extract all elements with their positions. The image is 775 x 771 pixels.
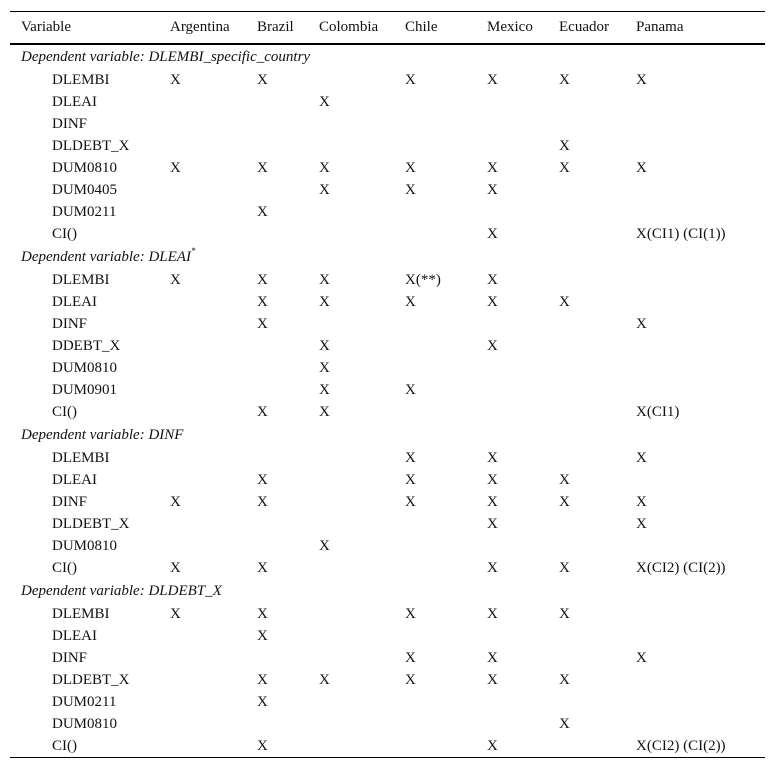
table-row — [10, 223, 765, 245]
column-header-chile: Chile — [405, 19, 438, 35]
table-cell-mexico: X — [487, 516, 498, 532]
row-variable-label: DLDEBT_X — [52, 672, 130, 688]
table-cell-argentina: X — [170, 560, 181, 576]
row-variable-label: DLEAI — [52, 294, 97, 310]
table-cell-brazil: X — [257, 316, 268, 332]
row-variable-label: DUM0211 — [52, 694, 117, 710]
table-cell-panama: X(CI2) (CI(2)) — [636, 560, 726, 576]
table-cell-brazil: X — [257, 472, 268, 488]
table-row — [10, 269, 765, 291]
table-row — [10, 357, 765, 379]
section-title: Dependent variable: DINF — [21, 427, 184, 443]
row-variable-label: DDEBT_X — [52, 338, 121, 354]
section-heading-row — [10, 245, 765, 269]
table-row — [10, 179, 765, 201]
table-cell-colombia: X — [319, 272, 330, 288]
row-variable-label: DLDEBT_X — [52, 516, 130, 532]
table-row — [10, 157, 765, 179]
table-cell-brazil: X — [257, 606, 268, 622]
column-header-variable: Variable — [21, 19, 71, 35]
column-header-brazil: Brazil — [257, 19, 294, 35]
table-cell-ecuador: X — [559, 606, 570, 622]
table-row — [10, 113, 765, 135]
row-variable-label: DLEAI — [52, 94, 97, 110]
table-cell-colombia: X — [319, 360, 330, 376]
section-heading-row — [10, 579, 765, 603]
column-header-mexico: Mexico — [487, 19, 533, 35]
table-cell-chile: X — [405, 472, 416, 488]
table-cell-chile: X — [405, 72, 416, 88]
row-variable-label: DINF — [52, 494, 88, 510]
table-cell-colombia: X — [319, 182, 330, 198]
table-cell-chile: X — [405, 182, 416, 198]
table-cell-panama: X(CI1) (CI(1)) — [636, 226, 726, 242]
table-cell-colombia: X — [319, 94, 330, 110]
table-cell-mexico: X — [487, 72, 498, 88]
table-cell-colombia: X — [319, 538, 330, 554]
row-variable-label: CI() — [52, 738, 77, 754]
row-variable-label: DLEAI — [52, 628, 97, 644]
section-title: Dependent variable: DLEAI* — [21, 246, 196, 265]
table-cell-colombia: X — [319, 404, 330, 420]
table-cell-chile: X — [405, 160, 416, 176]
section-title: Dependent variable: DLDEBT_X — [21, 583, 222, 599]
table-cell-chile: X — [405, 494, 416, 510]
table-row — [10, 513, 765, 535]
table-cell-brazil: X — [257, 672, 268, 688]
table-cell-chile: X — [405, 294, 416, 310]
table-cell-brazil: X — [257, 560, 268, 576]
table-row — [10, 401, 765, 423]
table-cell-panama: X(CI2) (CI(2)) — [636, 738, 726, 754]
table-cell-mexico: X — [487, 272, 498, 288]
column-header-ecuador: Ecuador — [559, 19, 609, 35]
column-header-argentina: Argentina — [170, 19, 230, 35]
table-cell-mexico: X — [487, 226, 498, 242]
row-variable-label: DUM0211 — [52, 204, 117, 220]
table-cell-chile: X — [405, 672, 416, 688]
row-variable-label: DLDEBT_X — [52, 138, 130, 154]
table-cell-panama: X — [636, 72, 647, 88]
table-cell-colombia: X — [319, 338, 330, 354]
table-cell-ecuador: X — [559, 672, 570, 688]
row-variable-label: DUM0901 — [52, 382, 118, 398]
table-cell-colombia: X — [319, 382, 330, 398]
table-cell-mexico: X — [487, 450, 498, 466]
row-variable-label: DLEMBI — [52, 606, 110, 622]
table-cell-chile: X — [405, 382, 416, 398]
column-header-colombia: Colombia — [319, 19, 379, 35]
table-cell-panama: X — [636, 650, 647, 666]
row-variable-label: DUM0810 — [52, 716, 118, 732]
table-cell-argentina: X — [170, 494, 181, 510]
table-row — [10, 335, 765, 357]
row-variable-label: DUM0810 — [52, 160, 118, 176]
table-cell-chile: X — [405, 606, 416, 622]
table-cell-brazil: X — [257, 694, 268, 710]
table-row — [10, 469, 765, 491]
table-cell-mexico: X — [487, 494, 498, 510]
table-row — [10, 669, 765, 691]
table-row — [10, 447, 765, 469]
table-row — [10, 91, 765, 113]
table-cell-mexico: X — [487, 672, 498, 688]
section-heading-row — [10, 45, 765, 69]
table-cell-mexico: X — [487, 338, 498, 354]
table-cell-mexico: X — [487, 560, 498, 576]
row-variable-label: DUM0810 — [52, 538, 118, 554]
table-cell-panama: X — [636, 450, 647, 466]
row-variable-label: DLEAI — [52, 472, 97, 488]
table-cell-brazil: X — [257, 272, 268, 288]
table-cell-mexico: X — [487, 472, 498, 488]
table-cell-brazil: X — [257, 738, 268, 754]
table-cell-colombia: X — [319, 672, 330, 688]
row-variable-label: DINF — [52, 650, 88, 666]
table-row — [10, 313, 765, 335]
table-row — [10, 535, 765, 557]
table-row — [10, 491, 765, 513]
table-row — [10, 647, 765, 669]
column-header-panama: Panama — [636, 19, 684, 35]
row-variable-label: DUM0405 — [52, 182, 118, 198]
table-cell-brazil: X — [257, 494, 268, 510]
table-cell-ecuador: X — [559, 294, 570, 310]
table-cell-brazil: X — [257, 72, 268, 88]
table-row — [10, 291, 765, 313]
table-cell-argentina: X — [170, 72, 181, 88]
table-cell-brazil: X — [257, 404, 268, 420]
table-cell-brazil: X — [257, 160, 268, 176]
table-cell-argentina: X — [170, 160, 181, 176]
table-cell-brazil: X — [257, 204, 268, 220]
row-variable-label: CI() — [52, 560, 77, 576]
table-cell-argentina: X — [170, 606, 181, 622]
table-row — [10, 713, 765, 735]
table-row — [10, 691, 765, 713]
row-variable-label: DLEMBI — [52, 450, 110, 466]
table-cell-panama: X — [636, 516, 647, 532]
table-cell-ecuador: X — [559, 560, 570, 576]
results-table — [10, 11, 765, 758]
table-cell-panama: X — [636, 316, 647, 332]
table-cell-mexico: X — [487, 182, 498, 198]
table-row — [10, 201, 765, 223]
table-row — [10, 625, 765, 647]
table-cell-mexico: X — [487, 650, 498, 666]
table-cell-chile: X — [405, 450, 416, 466]
table-cell-mexico: X — [487, 606, 498, 622]
table-row — [10, 557, 765, 579]
table-row — [10, 379, 765, 401]
row-variable-label: CI() — [52, 226, 77, 242]
row-variable-label: DUM0810 — [52, 360, 118, 376]
table-cell-argentina: X — [170, 272, 181, 288]
table-cell-panama: X(CI1) — [636, 404, 680, 420]
row-variable-label: DLEMBI — [52, 72, 110, 88]
table-cell-chile: X — [405, 650, 416, 666]
table-cell-panama: X — [636, 494, 647, 510]
section-heading-row — [10, 423, 765, 447]
table-cell-colombia: X — [319, 160, 330, 176]
table-cell-ecuador: X — [559, 472, 570, 488]
table-row — [10, 135, 765, 157]
table-cell-ecuador: X — [559, 716, 570, 732]
section-title-footnote-mark: * — [190, 246, 196, 256]
table-cell-panama: X — [636, 160, 647, 176]
table-cell-ecuador: X — [559, 160, 570, 176]
row-variable-label: DLEMBI — [52, 272, 110, 288]
table-cell-brazil: X — [257, 294, 268, 310]
table-cell-colombia: X — [319, 294, 330, 310]
table-row — [10, 69, 765, 91]
section-title: Dependent variable: DLEMBI_specific_country — [21, 49, 311, 65]
row-variable-label: DINF — [52, 116, 88, 132]
table-cell-mexico: X — [487, 160, 498, 176]
table-header — [10, 12, 765, 45]
table-body — [10, 45, 765, 757]
table-cell-ecuador: X — [559, 138, 570, 154]
table-cell-mexico: X — [487, 738, 498, 754]
table-cell-chile: X(**) — [405, 272, 441, 288]
table-cell-ecuador: X — [559, 494, 570, 510]
table-cell-ecuador: X — [559, 72, 570, 88]
row-variable-label: CI() — [52, 404, 77, 420]
table-row — [10, 603, 765, 625]
row-variable-label: DINF — [52, 316, 88, 332]
table-cell-mexico: X — [487, 294, 498, 310]
table-row — [10, 735, 765, 757]
table-cell-brazil: X — [257, 628, 268, 644]
